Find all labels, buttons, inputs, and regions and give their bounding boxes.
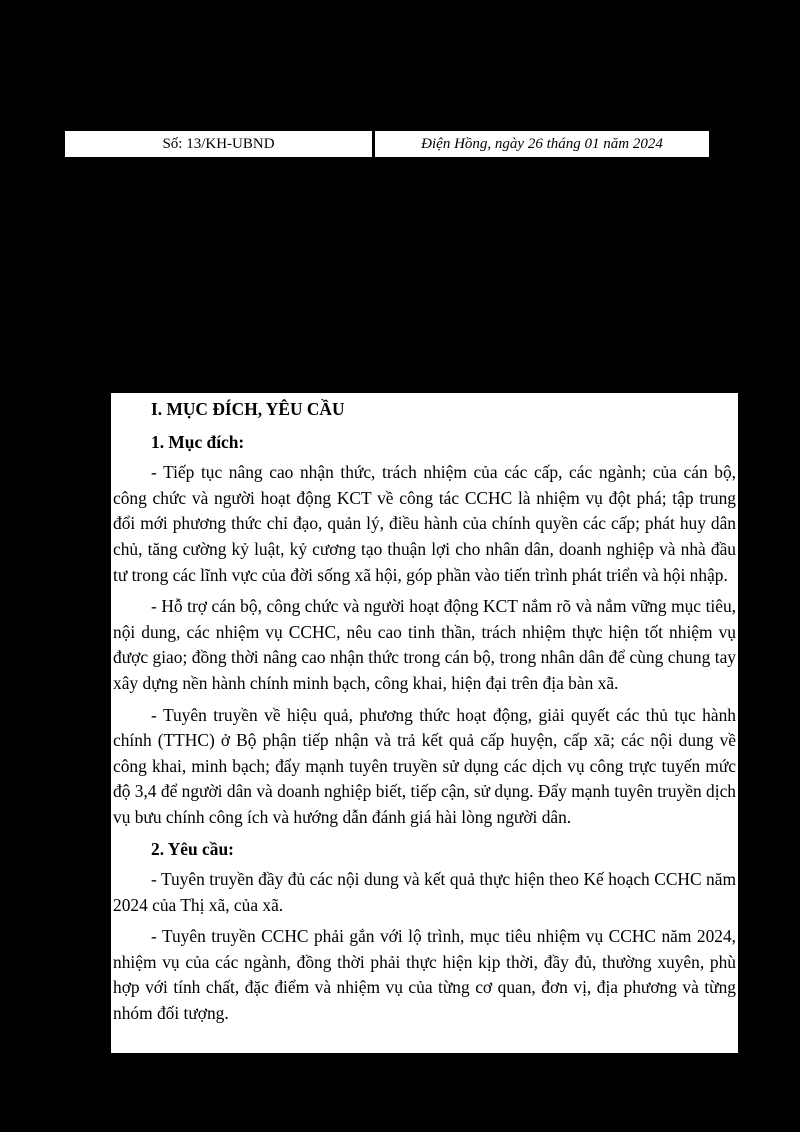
requirements-heading: 2. Yêu cầu: (151, 838, 234, 859)
purpose-paragraph-3: - Tuyên truyền về hiệu quả, phương thức hoạt động, giải quyết các thủ tục hành chính (TTHC) ở Bộ phận tiếp nhận và trả kết quả cấp huyện, cấp xã; các nội dung về công khai, minh bạch; đẩy mạnh tuyên truyền sử dụng các dịch vụ công trực tuyến mức độ 3,4 để người dân và doanh nghiệp biết, tiếp cận, sử dụng. Đẩy mạnh tuyên truyền dịch vụ bưu chính công ích và hướng dẫn đánh giá hài lòng người dân. (113, 704, 736, 827)
document-body (111, 393, 738, 1053)
purpose-paragraph-2: - Hỗ trợ cán bộ, công chức và người hoạt động KCT nắm rõ và nắm vững mục tiêu, nội dung, các nhiệm vụ CCHC, nêu cao tinh thần, trách nhiệm thực hiện tốt nhiệm vụ được giao; đồng thời nâng cao nhận thức trong cán bộ, trong nhân dân để cùng chung tay xây dựng nền hành chính minh bạch, công khai, hiện đại trên địa bàn xã. (113, 596, 736, 693)
document-date: Điện Hồng, ngày 26 tháng 01 năm 2024 (375, 131, 709, 157)
section-title: I. MỤC ĐÍCH, YÊU CẦU (151, 399, 345, 419)
requirements-paragraph-1: - Tuyên truyền đầy đủ các nội dung và kết quả thực hiện theo Kế hoạch CCHC năm 2024 của Thị xã, của xã. (113, 869, 736, 915)
purpose-paragraph-1: - Tiếp tục nâng cao nhận thức, trách nhiệm của các cấp, các ngành; của cán bộ, công chức và người hoạt động KCT về công tác CCHC là nhiệm vụ đột phá; tập trung đổi mới phương thức chỉ đạo, quản lý, điều hành của chính quyền các cấp; phát huy dân chủ, tăng cường kỷ luật, kỷ cương tạo thuận lợi cho nhân dân, doanh nghiệp và nhà đầu tư trong các lĩnh vực của đời sống xã hội, góp phần vào tiến trình phát triển và hội nhập. (113, 462, 736, 585)
requirements-paragraph-2: - Tuyên truyền CCHC phải gắn với lộ trình, mục tiêu nhiệm vụ CCHC năm 2024, nhiệm vụ của các ngành, đồng thời phải thực hiện kịp thời, đầy đủ, thường xuyên, phù hợp với tính chất, đặc điểm và nhiệm vụ của từng cơ quan, đơn vị, địa phương và từng nhóm đối tượng. (113, 926, 736, 1024)
document-number: Số: 13/KH-UBND (65, 131, 372, 157)
purpose-heading: 1. Mục đích: (151, 431, 245, 452)
